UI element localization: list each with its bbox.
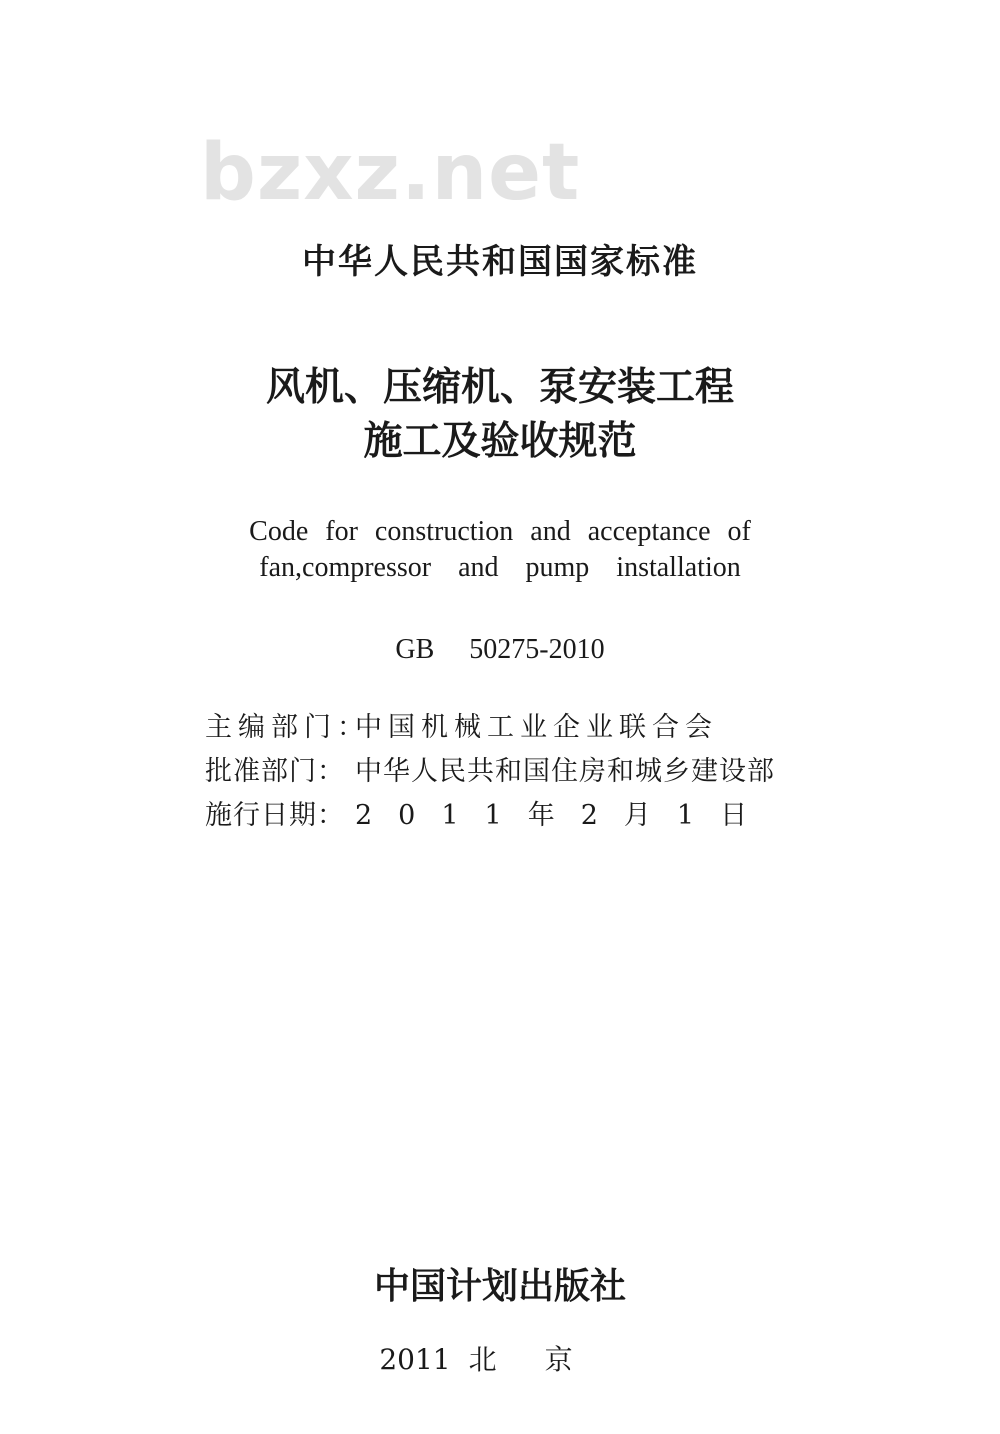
effective-date-row — [205, 794, 795, 838]
publication-year: 2011 — [379, 1343, 451, 1376]
approver-value: 中华人民共和国住房和城乡建设部 — [355, 756, 775, 787]
publication-city: 北京 — [468, 1343, 621, 1376]
publisher-name: 中国计划出版社 — [373, 1266, 626, 1307]
english-title-line-1: Code for construction and acceptance of — [249, 516, 751, 547]
editor-value: 中国机械工业企业联合会 — [355, 712, 718, 743]
document-title-line-2: 施工及验收规范 — [363, 418, 637, 464]
approver-row — [205, 750, 795, 794]
effective-date-label: 施行日期： — [205, 800, 345, 831]
publication-line — [0, 1340, 1000, 1380]
editor-label: 主编部门： — [205, 712, 370, 743]
document-title-line-1: 风机、压缩机、泵安装工程 — [265, 364, 734, 410]
approver-label: 批准部门： — [205, 756, 345, 787]
standard-code: GB 50275-2010 — [395, 634, 605, 665]
watermark: bzxz.net — [200, 128, 581, 218]
effective-date-value: 2011年2月1日 — [355, 800, 774, 831]
english-title-line-2: fan,compressor and pump installation — [259, 552, 741, 583]
standard-series-heading: 中华人民共和国国家标准 — [302, 242, 698, 282]
editor-row — [205, 706, 795, 750]
